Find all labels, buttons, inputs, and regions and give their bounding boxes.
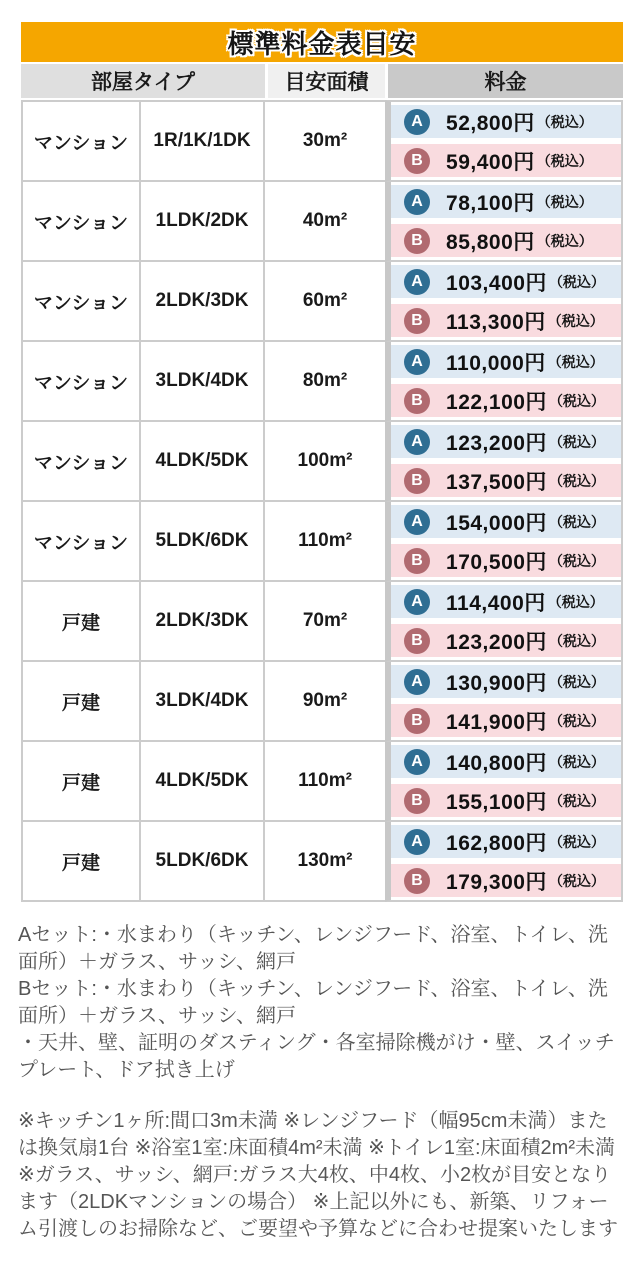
plan-a-badge: A xyxy=(404,269,430,295)
price-value: 52,800円 xyxy=(446,111,535,135)
layout-cell: 5LDK/6DK xyxy=(141,502,265,582)
tax-included-label: （税込） xyxy=(548,472,605,489)
area-cell: 40m² xyxy=(265,182,385,262)
area-cell: 80m² xyxy=(265,342,385,422)
building-type-cell: 戸建 xyxy=(21,582,141,662)
plan-a-badge: A xyxy=(404,829,430,855)
tax-included-label: （税込） xyxy=(547,353,604,370)
tax-included-label: （税込） xyxy=(548,433,605,450)
price-value: 78,100円 xyxy=(446,191,535,215)
area-cell: 90m² xyxy=(265,662,385,742)
plan-a-badge: A xyxy=(404,189,430,215)
header-row xyxy=(21,64,623,100)
set-description-line: ・天井、壁、証明のダスティング・各室掃除機がけ・壁、スイッチプレート、ドア拭き上げ xyxy=(18,1032,615,1081)
plan-b-option xyxy=(391,464,621,497)
plan-b-option xyxy=(391,304,621,337)
tax-included-label: （税込） xyxy=(548,833,605,850)
plan-a-badge: A xyxy=(404,349,430,375)
plan-b-badge: B xyxy=(404,868,430,894)
disclaimer-block xyxy=(18,1108,623,1243)
price-cell xyxy=(385,262,623,342)
area-cell: 30m² xyxy=(265,100,385,182)
plan-a-badge: A xyxy=(404,509,430,535)
tax-included-label: （税込） xyxy=(548,552,605,569)
layout-cell: 1LDK/2DK xyxy=(141,182,265,262)
layout-cell: 2LDK/3DK xyxy=(141,262,265,342)
table-row xyxy=(21,662,623,742)
price-value: 113,300円 xyxy=(446,310,546,334)
building-type-cell: マンション xyxy=(21,100,141,182)
plan-b-badge: B xyxy=(404,308,430,334)
price-value: 122,100円 xyxy=(446,390,547,414)
plan-a-option xyxy=(391,425,621,458)
table-row xyxy=(21,262,623,342)
tax-included-label: （税込） xyxy=(548,792,605,809)
area-cell: 100m² xyxy=(265,422,385,502)
price-table-body xyxy=(21,100,623,902)
building-type-cell: 戸建 xyxy=(21,662,141,742)
layout-cell: 1R/1K/1DK xyxy=(141,100,265,182)
plan-b-option xyxy=(391,384,621,417)
price-value: 110,000円 xyxy=(446,351,546,375)
price-cell xyxy=(385,742,623,822)
tax-included-label: （税込） xyxy=(547,593,604,610)
price-value: 154,000円 xyxy=(446,511,547,535)
area-cell: 130m² xyxy=(265,822,385,902)
plan-a-option xyxy=(391,345,621,378)
plan-b-option xyxy=(391,784,621,817)
plan-a-option xyxy=(391,745,621,778)
plan-b-badge: B xyxy=(404,548,430,574)
plan-a-badge: A xyxy=(404,669,430,695)
tax-included-label: （税込） xyxy=(548,273,605,290)
table-row xyxy=(21,822,623,902)
price-value: 155,100円 xyxy=(446,790,547,814)
plan-b-badge: B xyxy=(404,468,430,494)
header-area: 目安面積 xyxy=(265,64,385,100)
price-value: 141,900円 xyxy=(446,710,547,734)
plan-b-option xyxy=(391,704,621,737)
price-value: 179,300円 xyxy=(446,870,547,894)
set-description-block xyxy=(18,922,623,1084)
price-table-header xyxy=(21,64,623,100)
table-row xyxy=(21,502,623,582)
plan-a-option xyxy=(391,185,621,218)
price-value: 140,800円 xyxy=(446,751,547,775)
tax-included-label: （税込） xyxy=(548,513,605,530)
plan-a-badge: A xyxy=(404,749,430,775)
plan-b-option xyxy=(391,224,621,257)
plan-a-badge: A xyxy=(404,109,430,135)
tax-included-label: （税込） xyxy=(536,232,593,249)
building-type-cell: マンション xyxy=(21,262,141,342)
area-cell: 70m² xyxy=(265,582,385,662)
plan-a-option xyxy=(391,505,621,538)
plan-b-badge: B xyxy=(404,228,430,254)
price-cell xyxy=(385,502,623,582)
plan-a-option xyxy=(391,825,621,858)
price-value: 114,400円 xyxy=(446,591,546,615)
price-value: 123,200円 xyxy=(446,630,547,654)
price-value: 123,200円 xyxy=(446,431,547,455)
page-title: 標準料金表目安 xyxy=(227,28,417,59)
building-type-cell: マンション xyxy=(21,182,141,262)
price-table-title-bar xyxy=(21,22,623,62)
price-cell xyxy=(385,582,623,662)
set-description-line: Bセット:・水まわり（キッチン、レンジフード、浴室、トイレ、洗面所）＋ガラス、サッシ、網戸 xyxy=(18,978,608,1027)
plan-b-badge: B xyxy=(404,388,430,414)
tax-included-label: （税込） xyxy=(536,193,593,210)
plan-a-option xyxy=(391,585,621,618)
plan-a-badge: A xyxy=(404,429,430,455)
layout-cell: 3LDK/4DK xyxy=(141,662,265,742)
table-row xyxy=(21,182,623,262)
price-value: 130,900円 xyxy=(446,671,547,695)
tax-included-label: （税込） xyxy=(548,392,605,409)
plan-a-badge: A xyxy=(404,589,430,615)
layout-cell: 3LDK/4DK xyxy=(141,342,265,422)
building-type-cell: 戸建 xyxy=(21,742,141,822)
building-type-cell: 戸建 xyxy=(21,822,141,902)
price-value: 162,800円 xyxy=(446,831,547,855)
building-type-cell: マンション xyxy=(21,502,141,582)
plan-a-option xyxy=(391,105,621,138)
tax-included-label: （税込） xyxy=(548,753,605,770)
price-cell xyxy=(385,182,623,262)
set-description-line: Aセット:・水まわり（キッチン、レンジフード、浴室、トイレ、洗面所）＋ガラス、サッシ、網戸 xyxy=(18,924,608,973)
plan-b-badge: B xyxy=(404,788,430,814)
tax-included-label: （税込） xyxy=(548,712,605,729)
price-cell xyxy=(385,662,623,742)
price-value: 137,500円 xyxy=(446,470,547,494)
price-cell xyxy=(385,822,623,902)
layout-cell: 5LDK/6DK xyxy=(141,822,265,902)
tax-included-label: （税込） xyxy=(548,632,605,649)
area-cell: 60m² xyxy=(265,262,385,342)
plan-a-option xyxy=(391,665,621,698)
table-row xyxy=(21,342,623,422)
price-value: 170,500円 xyxy=(446,550,547,574)
tax-included-label: （税込） xyxy=(547,312,604,329)
plan-b-option xyxy=(391,624,621,657)
table-row xyxy=(21,422,623,502)
header-room-type: 部屋タイプ xyxy=(21,64,265,100)
area-cell: 110m² xyxy=(265,742,385,822)
plan-b-badge: B xyxy=(404,628,430,654)
price-cell xyxy=(385,422,623,502)
layout-cell: 4LDK/5DK xyxy=(141,742,265,822)
price-cell xyxy=(385,100,623,182)
plan-b-badge: B xyxy=(404,148,430,174)
building-type-cell: マンション xyxy=(21,342,141,422)
price-value: 85,800円 xyxy=(446,230,535,254)
header-price: 料金 xyxy=(385,64,623,100)
plan-b-badge: B xyxy=(404,708,430,734)
tax-included-label: （税込） xyxy=(548,673,605,690)
table-row xyxy=(21,582,623,662)
plan-a-option xyxy=(391,265,621,298)
price-cell xyxy=(385,342,623,422)
plan-b-option xyxy=(391,864,621,897)
price-value: 59,400円 xyxy=(446,150,535,174)
table-row xyxy=(21,742,623,822)
plan-b-option xyxy=(391,544,621,577)
price-table xyxy=(21,64,623,902)
table-row xyxy=(21,100,623,182)
plan-b-option xyxy=(391,144,621,177)
layout-cell: 4LDK/5DK xyxy=(141,422,265,502)
layout-cell: 2LDK/3DK xyxy=(141,582,265,662)
tax-included-label: （税込） xyxy=(536,152,593,169)
tax-included-label: （税込） xyxy=(548,872,605,889)
building-type-cell: マンション xyxy=(21,422,141,502)
disclaimer-text: ※キッチン1ヶ所:間口3m未満 ※レンジフード（幅95cm未満）または換気扇1台 ※浴室1室:床面積4m²未満 ※トイレ1室:床面積2m²未満 ※ガラス、サッシ、網戸:ガラス大4枚、中4枚、小2枚が目安となります（2LDKマンションの場合） ※上記以外にも、新築、リフォーム引渡しのお掃除など、ご要望や予算などに合わせ提案いたします xyxy=(18,1110,618,1240)
price-value: 103,400円 xyxy=(446,271,547,295)
tax-included-label: （税込） xyxy=(536,113,593,130)
area-cell: 110m² xyxy=(265,502,385,582)
notes-section xyxy=(18,922,623,1243)
